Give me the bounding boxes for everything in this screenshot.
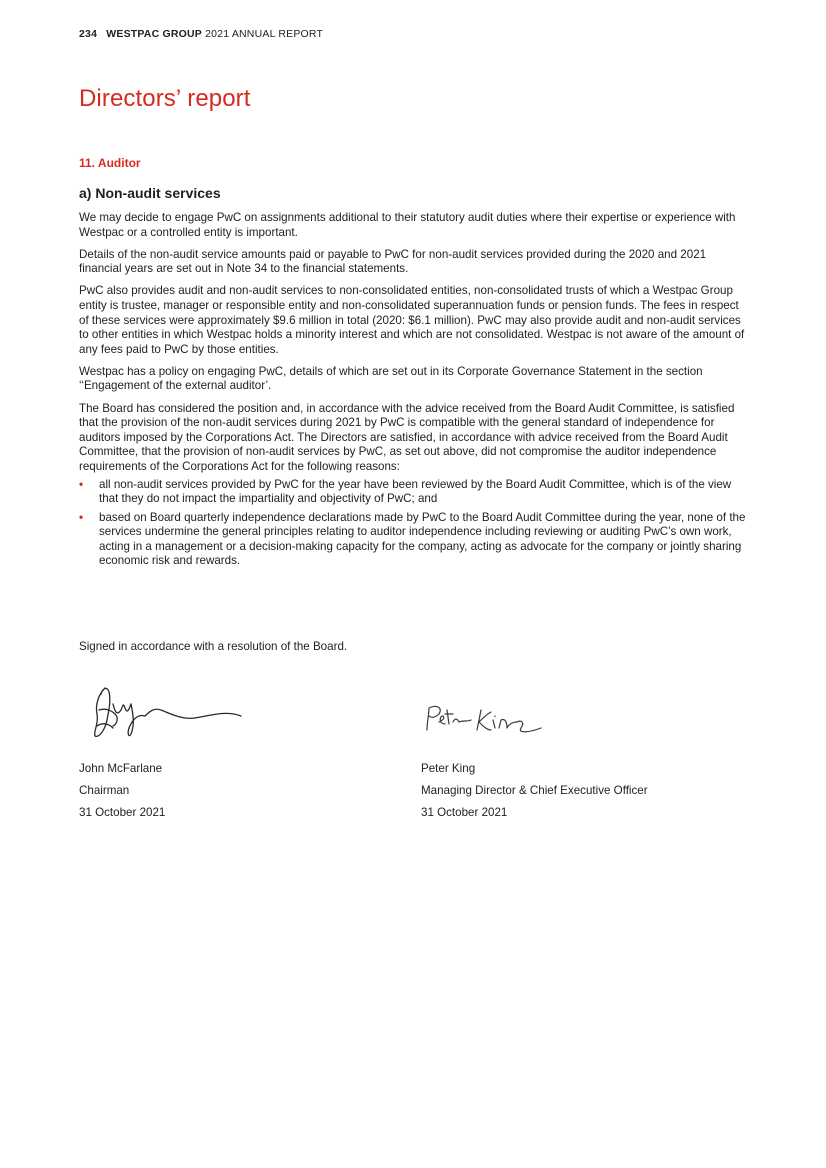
list-item xyxy=(79,511,747,569)
signatory-name: John McFarlane xyxy=(79,762,163,775)
signatory-role: Chairman xyxy=(79,784,130,797)
reasons-list xyxy=(79,478,747,570)
company-name: WESTPAC GROUP xyxy=(106,28,202,40)
bullet-icon: • xyxy=(79,510,84,524)
signed-statement: Signed in accordance with a resolution of the Board. xyxy=(79,640,348,653)
signature-image xyxy=(421,700,561,770)
report-name: 2021 ANNUAL REPORT xyxy=(205,28,324,40)
subsection-title: a) Non-audit services xyxy=(79,185,221,201)
signatory-role: Managing Director & Chief Executive Officer xyxy=(421,784,648,797)
bullet-icon: • xyxy=(79,477,84,491)
signatory-date: 31 October 2021 xyxy=(421,806,508,819)
section-title: 11. Auditor xyxy=(79,156,141,170)
paragraph: Details of the non-audit service amounts paid or payable to PwC for non-audit services provided during the 2020 and 2021 financial years are set out in Note 34 to the financial statements. xyxy=(79,247,707,276)
signature-image xyxy=(79,680,249,745)
paragraph: The Board has considered the position and, in accordance with the advice received from the Board Audit Committee, is satisfied that the provision of the non-audit services during 2021 by PwC is compatible with the general standard of independence for auditors imposed by the Corporations Act. The Directors are satisfied, in accordance with advice received from the Board Audit Committee, that the provision of non-audit services by PwC, as set out above, did not compromise the auditor independence requirements of the Corporations Act for the following reasons: xyxy=(79,401,735,473)
page-number: 234 xyxy=(79,28,98,40)
list-item-text: based on Board quarterly independence declarations made by PwC to the Board Audit Committee during the year, none of the services undermine the general principles relating to auditor independence including reviewing or auditing PwC’s own work, acting in a management or a decision-making capacity for the company, acting as advocate for the company or jointly sharing economic risk and rewards. xyxy=(99,510,746,568)
signatory-ceo xyxy=(421,680,741,830)
page-header xyxy=(79,28,323,40)
signatory-name: Peter King xyxy=(421,762,476,775)
paragraph: PwC also provides audit and non-audit services to non-consolidated entities, non-consolidated trusts of which a Westpac Group entity is trustee, manager or responsible entity and non-consolidated superannuation funds or pension funds. The fees in respect of these services were approximately $9.6 million in total (2020: $6.1 million). PwC may also provide audit and non-audit services to other entities in which Westpac holds a minority interest and which are not consolidated. Westpac is not aware of the amount of any fees paid to PwC by those entities. xyxy=(79,284,745,356)
section-body xyxy=(79,211,747,573)
signatory-date: 31 October 2021 xyxy=(79,806,166,819)
list-item xyxy=(79,478,747,507)
page-title: Directors’ report xyxy=(79,85,251,112)
signatory-chairman xyxy=(79,680,379,830)
paragraph: Westpac has a policy on engaging PwC, details of which are set out in its Corporate Governance Statement in the section ‘‘Engagement of the external auditor’. xyxy=(79,364,703,393)
paragraph: We may decide to engage PwC on assignments additional to their statutory audit duties where their expertise or experience with Westpac or a controlled entity is important. xyxy=(79,211,736,239)
list-item-text: all non-audit services provided by PwC for the year have been reviewed by the Board Audit Committee, which is of the view that they do not impact the impartiality and objectivity of PwC; and xyxy=(99,477,732,506)
